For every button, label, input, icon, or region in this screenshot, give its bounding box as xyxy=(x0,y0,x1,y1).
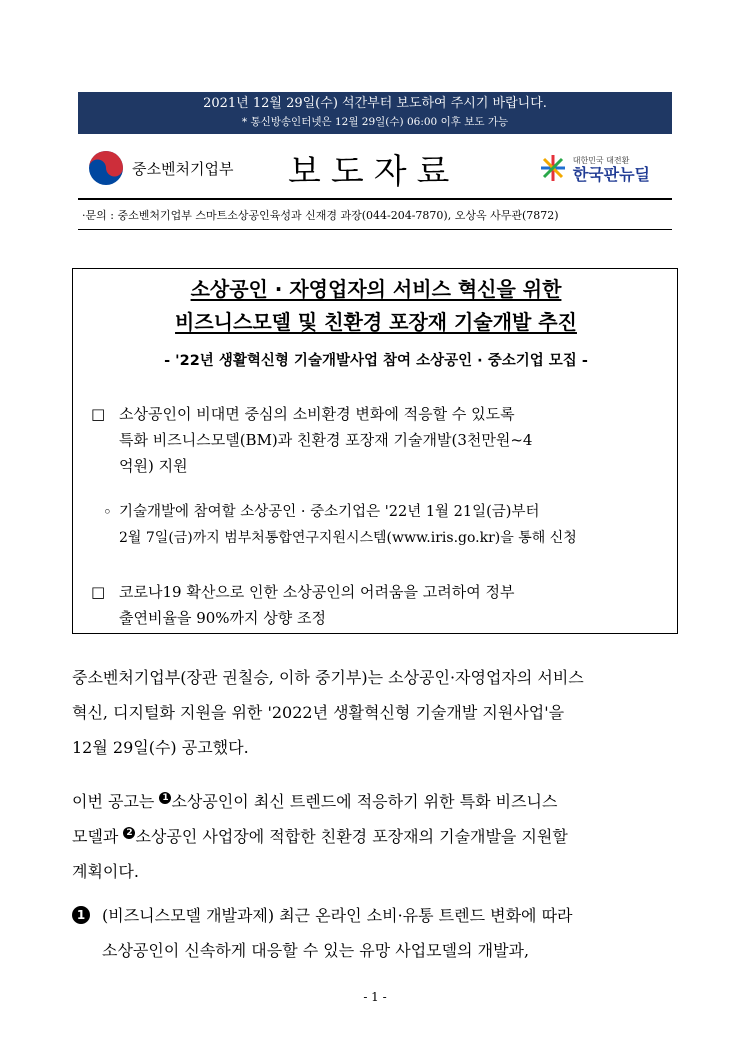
body-line: 중소벤처기업부(장관 권칠승, 이하 중기부)는 소상공인·자영업자의 서비스 xyxy=(72,668,584,687)
summary-item-line: 출연비율을 90%까지 상향 조정 xyxy=(119,609,327,627)
embargo-line-1: 2021년 12월 29일(수) 석간부터 보도하여 주시기 바랍니다. xyxy=(203,96,547,111)
subheadline: - '22년 생활혁신형 기술개발사업 참여 소상공인 · 중소기업 모집 - xyxy=(164,353,588,369)
body-line: 혁신, 디지털화 지원을 위한 '2022년 생활혁신형 기술개발 지원사업'을 xyxy=(72,703,565,722)
taegeuk-emblem-icon xyxy=(86,148,126,188)
body-line: 계획이다. xyxy=(72,862,139,881)
contact-info: ·문의 : 중소벤처기업부 스마트소상공인육성과 신재경 과장(044-204-7870), 오상옥 사무관(7872) xyxy=(82,209,559,222)
new-deal-star-icon xyxy=(539,153,567,183)
embargo-banner xyxy=(78,92,672,134)
body-line: 소상공인이 신속하게 대응할 수 있는 유망 사업모델의 개발과, xyxy=(102,941,530,960)
embargo-line-2: * 통신방송인터넷은 12월 29일(수) 06:00 이후 보도 가능 xyxy=(241,116,509,128)
number-two-icon: 2 xyxy=(123,827,135,839)
press-release-title: 보도자료 xyxy=(288,152,460,192)
summary-item-line: 억원) 지원 xyxy=(119,457,188,475)
summary-item xyxy=(91,401,671,479)
number-one-icon: 1 xyxy=(159,792,171,804)
header-divider xyxy=(78,198,672,200)
body-line: 12월 29일(수) 공고했다. xyxy=(72,738,249,757)
summary-item xyxy=(91,499,671,551)
summary-item-line: 2월 7일(금)까지 범부처통합연구지원시스템(www.iris.go.kr)을 통해 신청 xyxy=(119,530,577,546)
page-number: - 1 - xyxy=(363,990,387,1004)
headline-line-1: 소상공인 · 자영업자의 서비스 혁신을 위한 xyxy=(190,277,562,301)
summary-item-line: 특화 비즈니스모델(BM)과 친환경 포장재 기술개발(3천만원~4 xyxy=(119,431,533,449)
body-text: 이번 공고는 xyxy=(72,792,160,811)
square-bullet-icon: □ xyxy=(91,405,106,423)
body-paragraph-1 xyxy=(72,660,680,765)
ministry-name: 중소벤처기업부 xyxy=(132,159,234,178)
korean-new-deal-logo xyxy=(539,148,650,188)
body-paragraph-2 xyxy=(72,784,680,889)
body-paragraph-3 xyxy=(72,898,680,968)
square-bullet-icon: □ xyxy=(91,583,106,601)
number-one-icon: 1 xyxy=(72,906,90,924)
body-text: 소상공인이 최신 트렌드에 적응하기 위한 특화 비즈니스 xyxy=(171,792,558,811)
ministry-logo xyxy=(86,148,233,188)
headline-line-2: 비즈니스모델 및 친환경 포장재 기술개발 추진 xyxy=(175,310,577,334)
circle-bullet-icon: ◦ xyxy=(103,503,112,521)
summary-item-line: 코로나19 확산으로 인한 소상공인의 어려움을 고려하여 정부 xyxy=(119,583,515,601)
summary-box xyxy=(72,268,678,634)
new-deal-tagline: 대한민국 대전환 xyxy=(572,156,630,165)
summary-item-line: 소상공인이 비대면 중심의 소비환경 변화에 적응할 수 있도록 xyxy=(119,405,515,423)
new-deal-name: 한국판뉴딜 xyxy=(572,165,650,184)
body-text: 소상공인 사업장에 적합한 친환경 포장재의 기술개발을 지원할 xyxy=(135,827,568,846)
press-header xyxy=(78,140,672,196)
body-text: 모델과 xyxy=(72,827,124,846)
summary-item-line: 기술개발에 참여할 소상공인 · 중소기업은 '22년 1월 21일(금)부터 xyxy=(119,504,540,520)
summary-item xyxy=(91,579,671,631)
body-line: (비즈니스모델 개발과제) 최근 온라인 소비·유통 트렌드 변화에 따라 xyxy=(102,906,573,925)
contact-divider xyxy=(78,229,672,230)
